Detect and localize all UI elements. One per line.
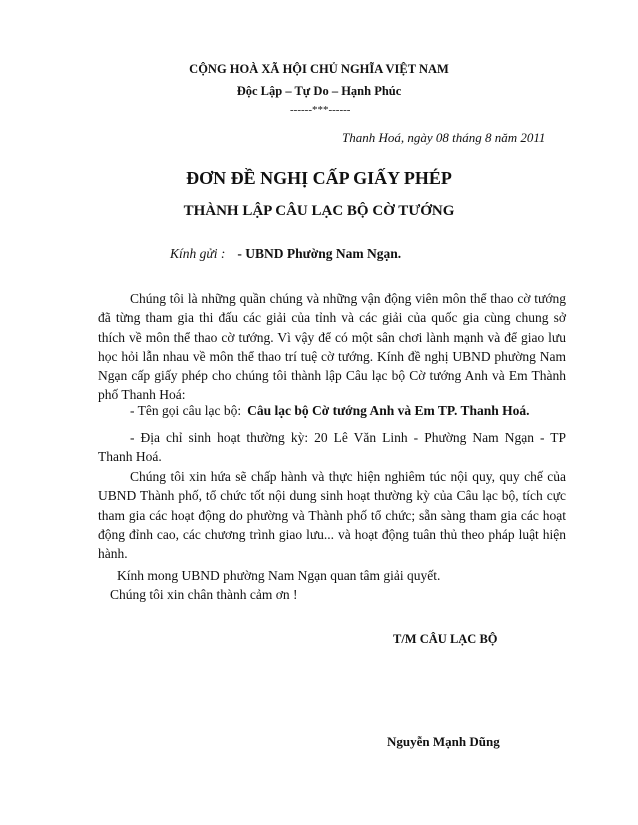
paragraph-line: đã từng tham gia thi đấu các giải của tỉnh và các giải của quốc gia cùng chung sở <box>98 310 566 326</box>
paragraph-line: Chúng tôi là những quần chúng và những vận động viên môn thể thao cờ tướng <box>130 291 566 306</box>
paragraph-line: động đỉnh cao, các chương trình giao lưu... và hoạt động tuân thủ theo pháp luật hiện <box>98 526 566 542</box>
document-title: ĐƠN ĐỀ NGHỊ CẤP GIẤY PHÉP <box>186 168 452 188</box>
dateline: Thanh Hoá, ngày 08 tháng 8 năm 2011 <box>342 130 546 145</box>
paragraph-line: phố Thanh Hoá: <box>98 387 186 403</box>
paragraph-commitment <box>98 467 566 563</box>
recipient-value: - UBND Phường Nam Ngạn. <box>237 246 402 261</box>
recipient-line <box>170 246 401 262</box>
recipient-label: Kính gửi : <box>170 246 226 261</box>
address-line: Thanh Hoá. <box>98 449 162 465</box>
paragraph-line: UBND Thành phố, tổ chức tốt nội dung sinh hoạt thường kỳ của Câu lạc bộ, tích cực <box>98 488 566 504</box>
separator: ------***------ <box>290 104 351 116</box>
signature-title: T/M CÂU LẠC BỘ <box>393 632 498 646</box>
paragraph-intro <box>98 289 566 405</box>
closing-request: Kính mong UBND phường Nam Ngạn quan tâm giải quyết. <box>117 568 441 583</box>
address-line: - Địa chỉ sinh hoạt thường kỳ: 20 Lê Văn Linh - Phường Nam Ngạn - TP <box>130 430 566 445</box>
document-subtitle: THÀNH LẬP CÂU LẠC BỘ CỜ TƯỚNG <box>183 203 455 219</box>
paragraph-line: Chúng tôi xin hứa sẽ chấp hành và thực hiện nghiêm túc nội quy, quy chế của <box>130 469 566 484</box>
club-name-item <box>130 403 529 419</box>
national-title: CỘNG HOÀ XÃ HỘI CHỦ NGHĨA VIỆT NAM <box>189 62 449 76</box>
paragraph-line: thích về môn thể thao cờ tướng. Vì vậy để có một sân chơi lành mạnh và để giao lưu <box>98 329 566 345</box>
signature-name: Nguyễn Mạnh Dũng <box>387 734 500 749</box>
closing-thanks: Chúng tôi xin chân thành cảm ơn ! <box>110 587 298 602</box>
club-name-value: Câu lạc bộ Cờ tướng Anh và Em TP. Thanh Hoá. <box>247 403 530 418</box>
paragraph-line: Ngạn cấp giấy phép cho chúng tôi thành lập Câu lạc bộ Cờ tướng Anh và Em Thành <box>98 368 566 384</box>
paragraph-line: học hỏi lẫn nhau về môn thể thao trí tuệ cờ tướng. Kính đề nghị UBND phường Nam <box>98 348 566 364</box>
address-item <box>98 428 566 467</box>
paragraph-line: hành. <box>98 546 128 562</box>
club-name-label: - Tên gọi câu lạc bộ: <box>130 403 242 418</box>
paragraph-line: tham gia các hoạt động do phường và Thành phố tổ chức; sẵn sàng tham gia các hoạt <box>98 507 566 523</box>
motto: Độc Lập – Tự Do – Hạnh Phúc <box>236 84 402 98</box>
